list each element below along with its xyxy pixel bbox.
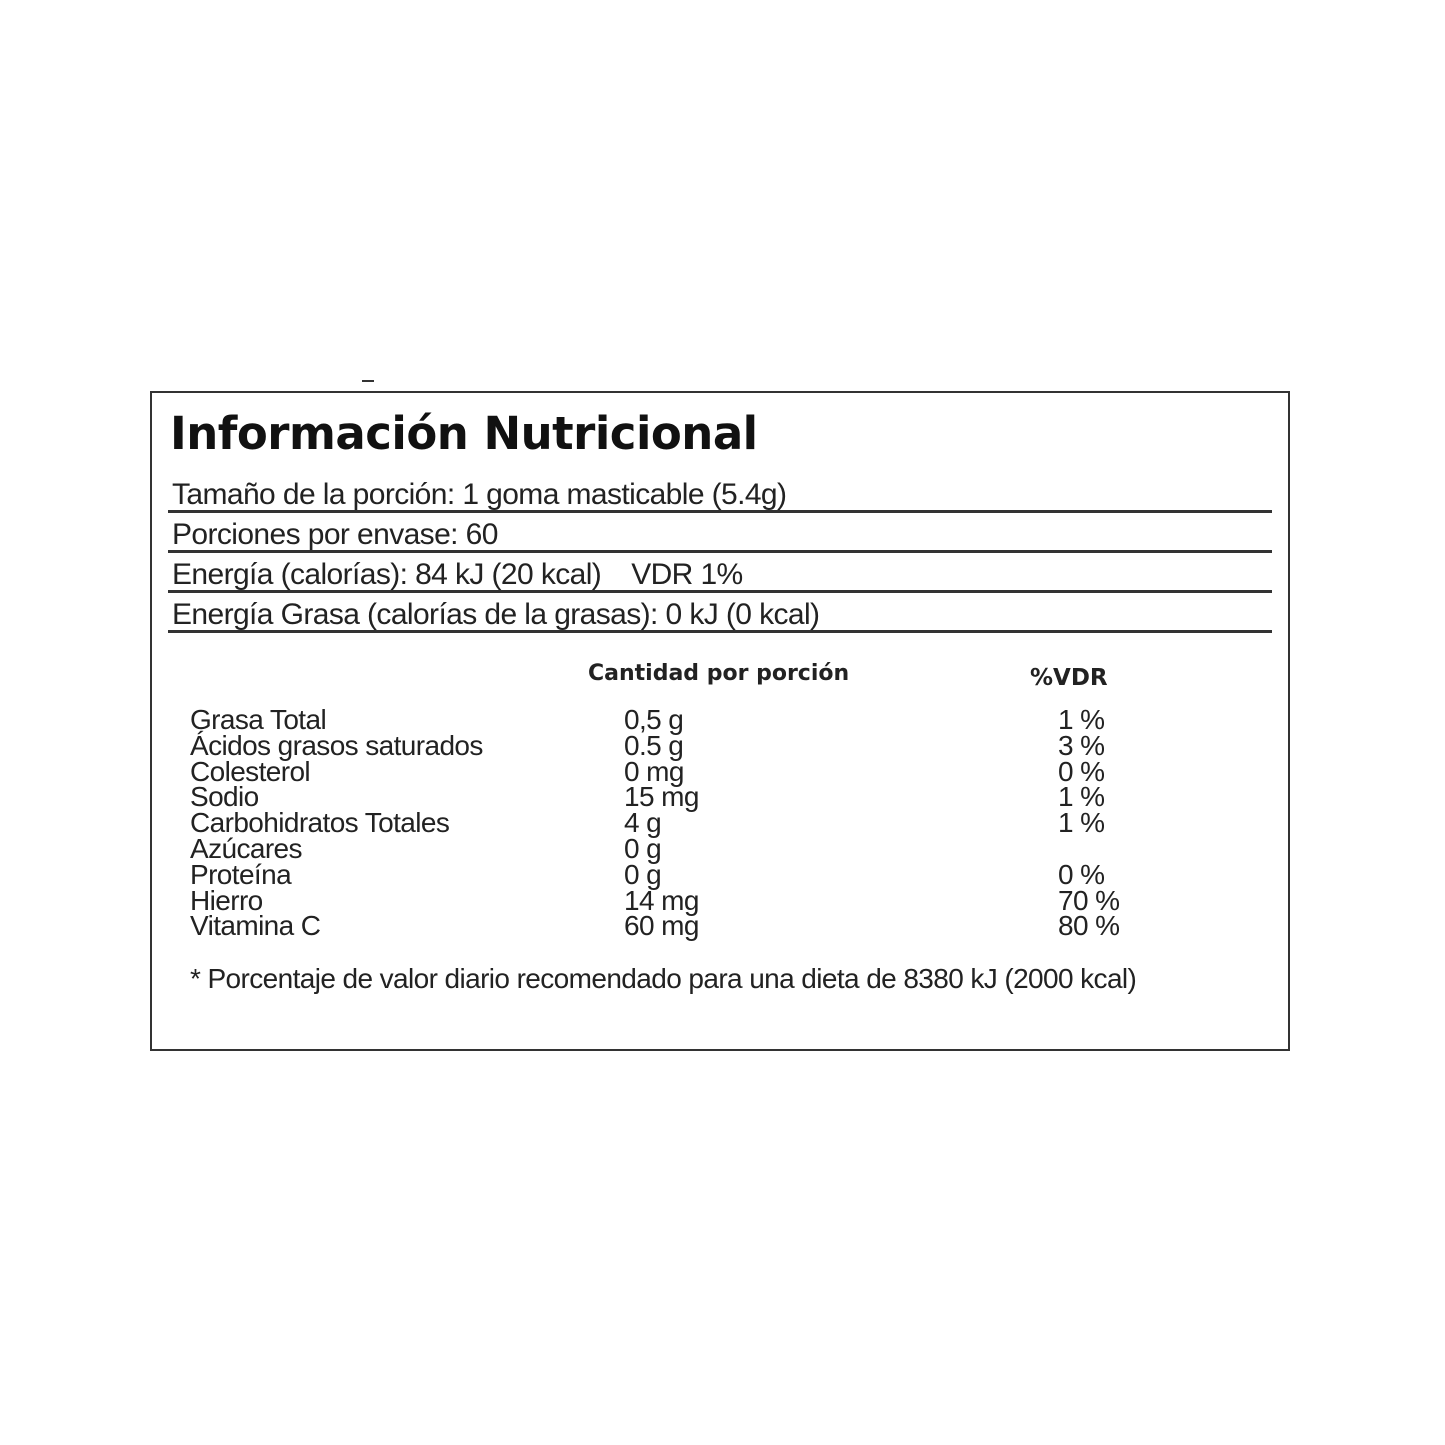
nutrient-amount: 4 g <box>624 807 662 839</box>
energy-vdr-text: VDR 1% <box>631 558 743 591</box>
servings-per-container-row <box>168 513 1272 553</box>
vdr-column-header: %VDR <box>1030 665 1108 691</box>
nutrient-amount: 0.5 g <box>624 729 684 761</box>
fat-energy-text: Energía Grasa (calorías de la grasas): 0 kJ (0 kcal) <box>172 598 820 631</box>
nutrient-vdr: 1 % <box>1058 807 1105 839</box>
fat-energy-row <box>168 593 1272 633</box>
serving-size-text: Tamaño de la porción: 1 goma masticable (5.4g) <box>172 478 787 511</box>
nutrient-vdr: 70 % <box>1058 884 1120 916</box>
nutrient-amount: 60 mg <box>624 910 699 942</box>
nutrient-vdr: 0 % <box>1058 858 1105 890</box>
stray-mark <box>362 380 374 382</box>
nutrient-name: Grasa Total <box>190 704 327 735</box>
nutrient-name: Azúcares <box>190 832 302 864</box>
serving-size-row <box>168 473 1272 513</box>
nutrient-vdr: 80 % <box>1058 910 1120 942</box>
nutrient-list <box>190 704 1250 942</box>
energy-text: Energía (calorías): 84 kJ (20 kcal) <box>172 558 602 591</box>
nutrient-amount: 0 mg <box>624 755 684 787</box>
energy-row <box>168 553 1272 593</box>
nutrient-row <box>190 858 1250 890</box>
nutrient-name: Hierro <box>190 884 263 916</box>
footnote: * Porcentaje de valor diario recomendado para una dieta de 8380 kJ (2000 kcal) <box>190 963 1137 994</box>
nutrient-row <box>190 729 1250 761</box>
nutrient-row <box>190 832 1250 864</box>
nutrient-amount: 0 g <box>624 832 662 864</box>
servings-per-container-text: Porciones por envase: 60 <box>172 518 498 551</box>
nutrient-vdr: 1 % <box>1058 781 1105 813</box>
nutrient-name: Ácidos grasos saturados <box>190 729 483 761</box>
serving-info <box>168 473 1272 633</box>
nutrient-vdr: 1 % <box>1058 704 1105 735</box>
nutrient-row <box>190 910 1250 942</box>
nutrient-amount: 14 mg <box>624 884 699 916</box>
nutrition-facts-panel <box>150 391 1290 1051</box>
nutrient-name: Carbohidratos Totales <box>190 807 450 839</box>
nutrient-name: Vitamina C <box>190 910 321 942</box>
nutrient-amount: 15 mg <box>624 781 699 813</box>
nutrient-row <box>190 704 1250 735</box>
amount-column-header: Cantidad por porción <box>588 661 850 686</box>
nutrient-vdr: 0 % <box>1058 755 1105 787</box>
nutrient-name: Sodio <box>190 781 259 813</box>
nutrient-vdr: 3 % <box>1058 729 1105 761</box>
nutrient-name: Colesterol <box>190 755 311 787</box>
nutrient-amount: 0 g <box>624 858 662 890</box>
nutrient-row <box>190 807 1250 839</box>
nutrient-name: Proteína <box>190 858 292 890</box>
nutrient-amount: 0,5 g <box>624 704 684 735</box>
panel-title: Información Nutricional <box>170 407 758 460</box>
